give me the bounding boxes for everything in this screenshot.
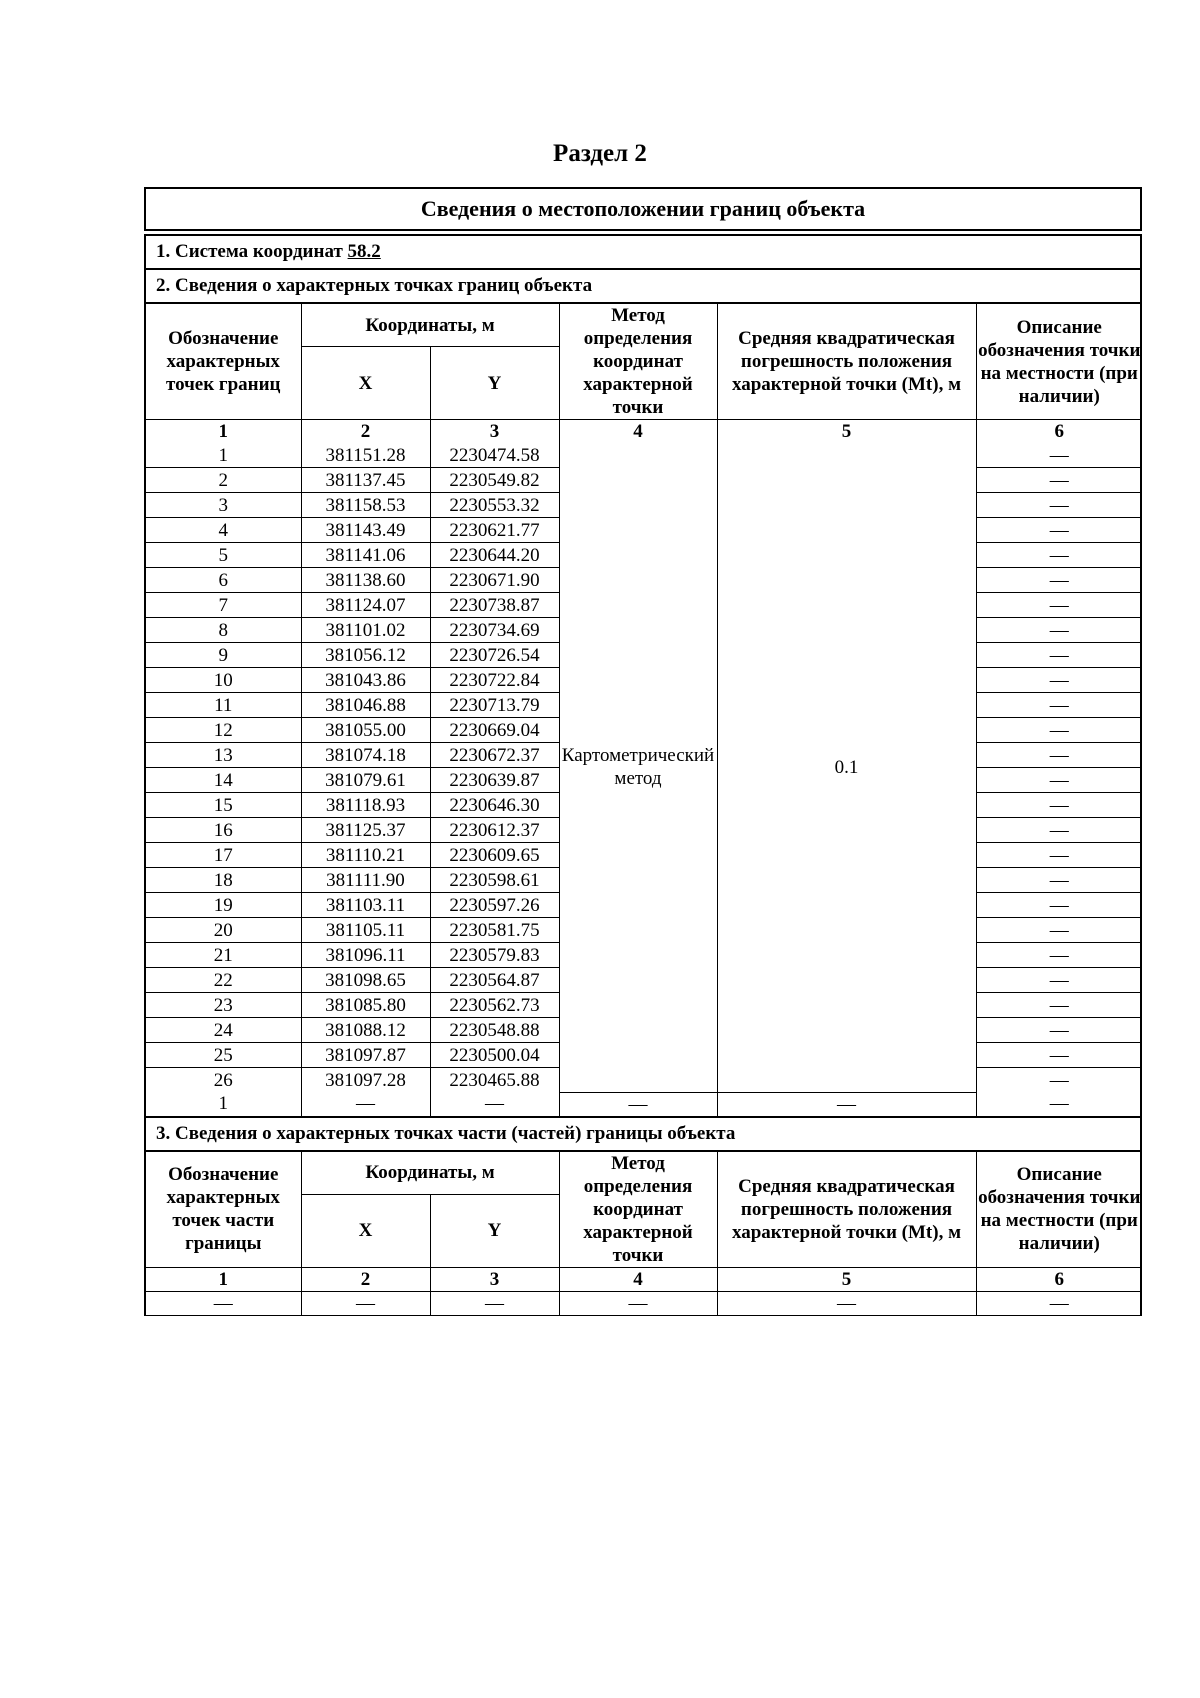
column-number: 3: [430, 1267, 559, 1291]
point-x: 381158.53: [301, 493, 430, 518]
point-description: —: [976, 718, 1142, 743]
header-method: Метод определения координат характерной точки: [559, 1152, 717, 1268]
point-x: 381143.49: [301, 518, 430, 543]
part-error: —: [717, 1291, 976, 1315]
point-y: 2230612.37: [430, 818, 559, 843]
header-y: Y: [430, 1194, 559, 1267]
point-number: 22: [146, 968, 301, 993]
parts-table-cell: [145, 1151, 1141, 1316]
header-y: Y: [430, 347, 559, 420]
point-number: 14: [146, 768, 301, 793]
column-number: 1: [146, 420, 301, 444]
point-y: 2230671.90: [430, 568, 559, 593]
point-number: 25: [146, 1043, 301, 1068]
header-error: Средняя квадратическая погрешность положения характерной точки (Mt), м: [717, 1152, 976, 1268]
point-description: —: [976, 793, 1142, 818]
point-y: 2230672.37: [430, 743, 559, 768]
point-y: 2230579.83: [430, 943, 559, 968]
point-number: 19: [146, 893, 301, 918]
closing-point-number: 1: [146, 1092, 301, 1116]
point-description: —: [976, 693, 1142, 718]
point-number: 7: [146, 593, 301, 618]
point-y: 2230609.65: [430, 843, 559, 868]
point-description: —: [976, 893, 1142, 918]
part-x: —: [301, 1291, 430, 1315]
header-description: Описание обозначения точки на местности (при наличии): [976, 304, 1142, 420]
header-coordinates: Координаты, м: [301, 304, 559, 347]
point-y: 2230548.88: [430, 1018, 559, 1043]
point-number: 9: [146, 643, 301, 668]
point-x: 381103.11: [301, 893, 430, 918]
column-number: 4: [559, 420, 717, 444]
closing-row: [146, 1092, 1142, 1116]
header-description: Описание обозначения точки на местности (при наличии): [976, 1152, 1142, 1268]
point-description: —: [976, 918, 1142, 943]
point-x: 381096.11: [301, 943, 430, 968]
point-description: —: [976, 843, 1142, 868]
points-table-cell: [145, 303, 1141, 1117]
column-number: 6: [976, 420, 1142, 444]
section-title: Сведения о местоположении границ объекта: [145, 188, 1141, 230]
point-y: 2230553.32: [430, 493, 559, 518]
point-x: 381055.00: [301, 718, 430, 743]
point-description: —: [976, 943, 1142, 968]
point-y: 2230581.75: [430, 918, 559, 943]
column-number: 1: [146, 1267, 301, 1291]
point-number: 2: [146, 468, 301, 493]
point-y: 2230734.69: [430, 618, 559, 643]
point-y: 2230669.04: [430, 718, 559, 743]
points-table: [146, 304, 1142, 1116]
point-y: 2230738.87: [430, 593, 559, 618]
point-number: 17: [146, 843, 301, 868]
point-y: 2230621.77: [430, 518, 559, 543]
point-y: 2230549.82: [430, 468, 559, 493]
point-x: 381043.86: [301, 668, 430, 693]
table-row: [146, 443, 1142, 468]
point-x: 381151.28: [301, 443, 430, 468]
point-x: 381056.12: [301, 643, 430, 668]
part-description: —: [976, 1291, 1142, 1315]
column-number: 2: [301, 420, 430, 444]
page-title: Раздел 2: [553, 140, 647, 167]
part-method: —: [559, 1291, 717, 1315]
point-y: 2230726.54: [430, 643, 559, 668]
point-description: —: [976, 493, 1142, 518]
point-number: 8: [146, 618, 301, 643]
point-y: 2230644.20: [430, 543, 559, 568]
point-x: 381097.87: [301, 1043, 430, 1068]
table-row: [146, 1291, 1142, 1315]
point-x: 381074.18: [301, 743, 430, 768]
point-x: 381079.61: [301, 768, 430, 793]
column-number: 5: [717, 420, 976, 444]
point-description: —: [976, 768, 1142, 793]
point-y: 2230646.30: [430, 793, 559, 818]
point-x: 381141.06: [301, 543, 430, 568]
part-y: —: [430, 1291, 559, 1315]
point-y: 2230598.61: [430, 868, 559, 893]
point-y: 2230722.84: [430, 668, 559, 693]
point-description: —: [976, 618, 1142, 643]
point-description: —: [976, 568, 1142, 593]
point-x: 381118.93: [301, 793, 430, 818]
point-description: —: [976, 518, 1142, 543]
point-description: —: [976, 543, 1142, 568]
parts-table: [146, 1152, 1142, 1315]
point-x: 381097.28: [301, 1068, 430, 1093]
point-description: —: [976, 1043, 1142, 1068]
point-number: 15: [146, 793, 301, 818]
point-y: 2230465.88: [430, 1068, 559, 1093]
header-error: Средняя квадратическая погрешность положения характерной точки (Mt), м: [717, 304, 976, 420]
header-method: Метод определения координат характерной точки: [559, 304, 717, 420]
column-number: 4: [559, 1267, 717, 1291]
coord-system-row: [145, 235, 1141, 269]
point-number: 24: [146, 1018, 301, 1043]
point-description: —: [976, 1018, 1142, 1043]
point-y: 2230639.87: [430, 768, 559, 793]
point-description: —: [976, 593, 1142, 618]
point-description: —: [976, 818, 1142, 843]
point-x: 381111.90: [301, 868, 430, 893]
point-number: 13: [146, 743, 301, 768]
point-number: 3: [146, 493, 301, 518]
header-point-designation: Обозначение характерных точек границ: [146, 304, 301, 420]
point-x: 381138.60: [301, 568, 430, 593]
point-number: 6: [146, 568, 301, 593]
point-number: 12: [146, 718, 301, 743]
closing-x: —: [301, 1092, 430, 1116]
header-x: X: [301, 347, 430, 420]
point-number: 5: [146, 543, 301, 568]
point-description: —: [976, 868, 1142, 893]
column-number: 3: [430, 420, 559, 444]
point-x: 381088.12: [301, 1018, 430, 1043]
point-number: 18: [146, 868, 301, 893]
point-y: 2230597.26: [430, 893, 559, 918]
point-description: —: [976, 468, 1142, 493]
point-description: —: [976, 993, 1142, 1018]
point-y: 2230562.73: [430, 993, 559, 1018]
column-number: 2: [301, 1267, 430, 1291]
coord-system-value: 58.2: [347, 241, 381, 262]
header-coordinates: Координаты, м: [301, 1152, 559, 1195]
point-number: 26: [146, 1068, 301, 1093]
point-y: 2230500.04: [430, 1043, 559, 1068]
method-value: Картометрический метод: [559, 443, 717, 1092]
point-y: 2230564.87: [430, 968, 559, 993]
header-part-point-designation: Обозначение характерных точек части границы: [146, 1152, 301, 1268]
point-number: 11: [146, 693, 301, 718]
point-y: 2230713.79: [430, 693, 559, 718]
column-number: 6: [976, 1267, 1142, 1291]
point-number: 4: [146, 518, 301, 543]
point-description: —: [976, 643, 1142, 668]
point-x: 381105.11: [301, 918, 430, 943]
part-point-number: —: [146, 1291, 301, 1315]
point-number: 10: [146, 668, 301, 693]
point-x: 381085.80: [301, 993, 430, 1018]
point-number: 16: [146, 818, 301, 843]
closing-description: —: [976, 1092, 1142, 1116]
point-x: 381110.21: [301, 843, 430, 868]
point-description: —: [976, 743, 1142, 768]
point-number: 20: [146, 918, 301, 943]
point-y: 2230474.58: [430, 443, 559, 468]
point-x: 381046.88: [301, 693, 430, 718]
error-value: 0.1: [717, 443, 976, 1092]
point-description: —: [976, 443, 1142, 468]
point-number: 21: [146, 943, 301, 968]
point-x: 381101.02: [301, 618, 430, 643]
point-x: 381137.45: [301, 468, 430, 493]
points-heading: 2. Сведения о характерных точках границ объекта: [145, 269, 1141, 303]
boundary-info-frame: [144, 187, 1142, 1316]
point-x: 381124.07: [301, 593, 430, 618]
closing-method: —: [559, 1092, 717, 1116]
closing-error: —: [717, 1092, 976, 1116]
header-x: X: [301, 1194, 430, 1267]
point-description: —: [976, 968, 1142, 993]
parts-heading: 3. Сведения о характерных точках части (частей) границы объекта: [145, 1117, 1141, 1151]
coord-system-label: 1. Система координат: [156, 241, 343, 262]
point-x: 381125.37: [301, 818, 430, 843]
point-number: 23: [146, 993, 301, 1018]
closing-y: —: [430, 1092, 559, 1116]
point-description: —: [976, 1068, 1142, 1093]
point-x: 381098.65: [301, 968, 430, 993]
point-description: —: [976, 668, 1142, 693]
column-number: 5: [717, 1267, 976, 1291]
point-number: 1: [146, 443, 301, 468]
points-table-body: [146, 443, 1142, 1092]
